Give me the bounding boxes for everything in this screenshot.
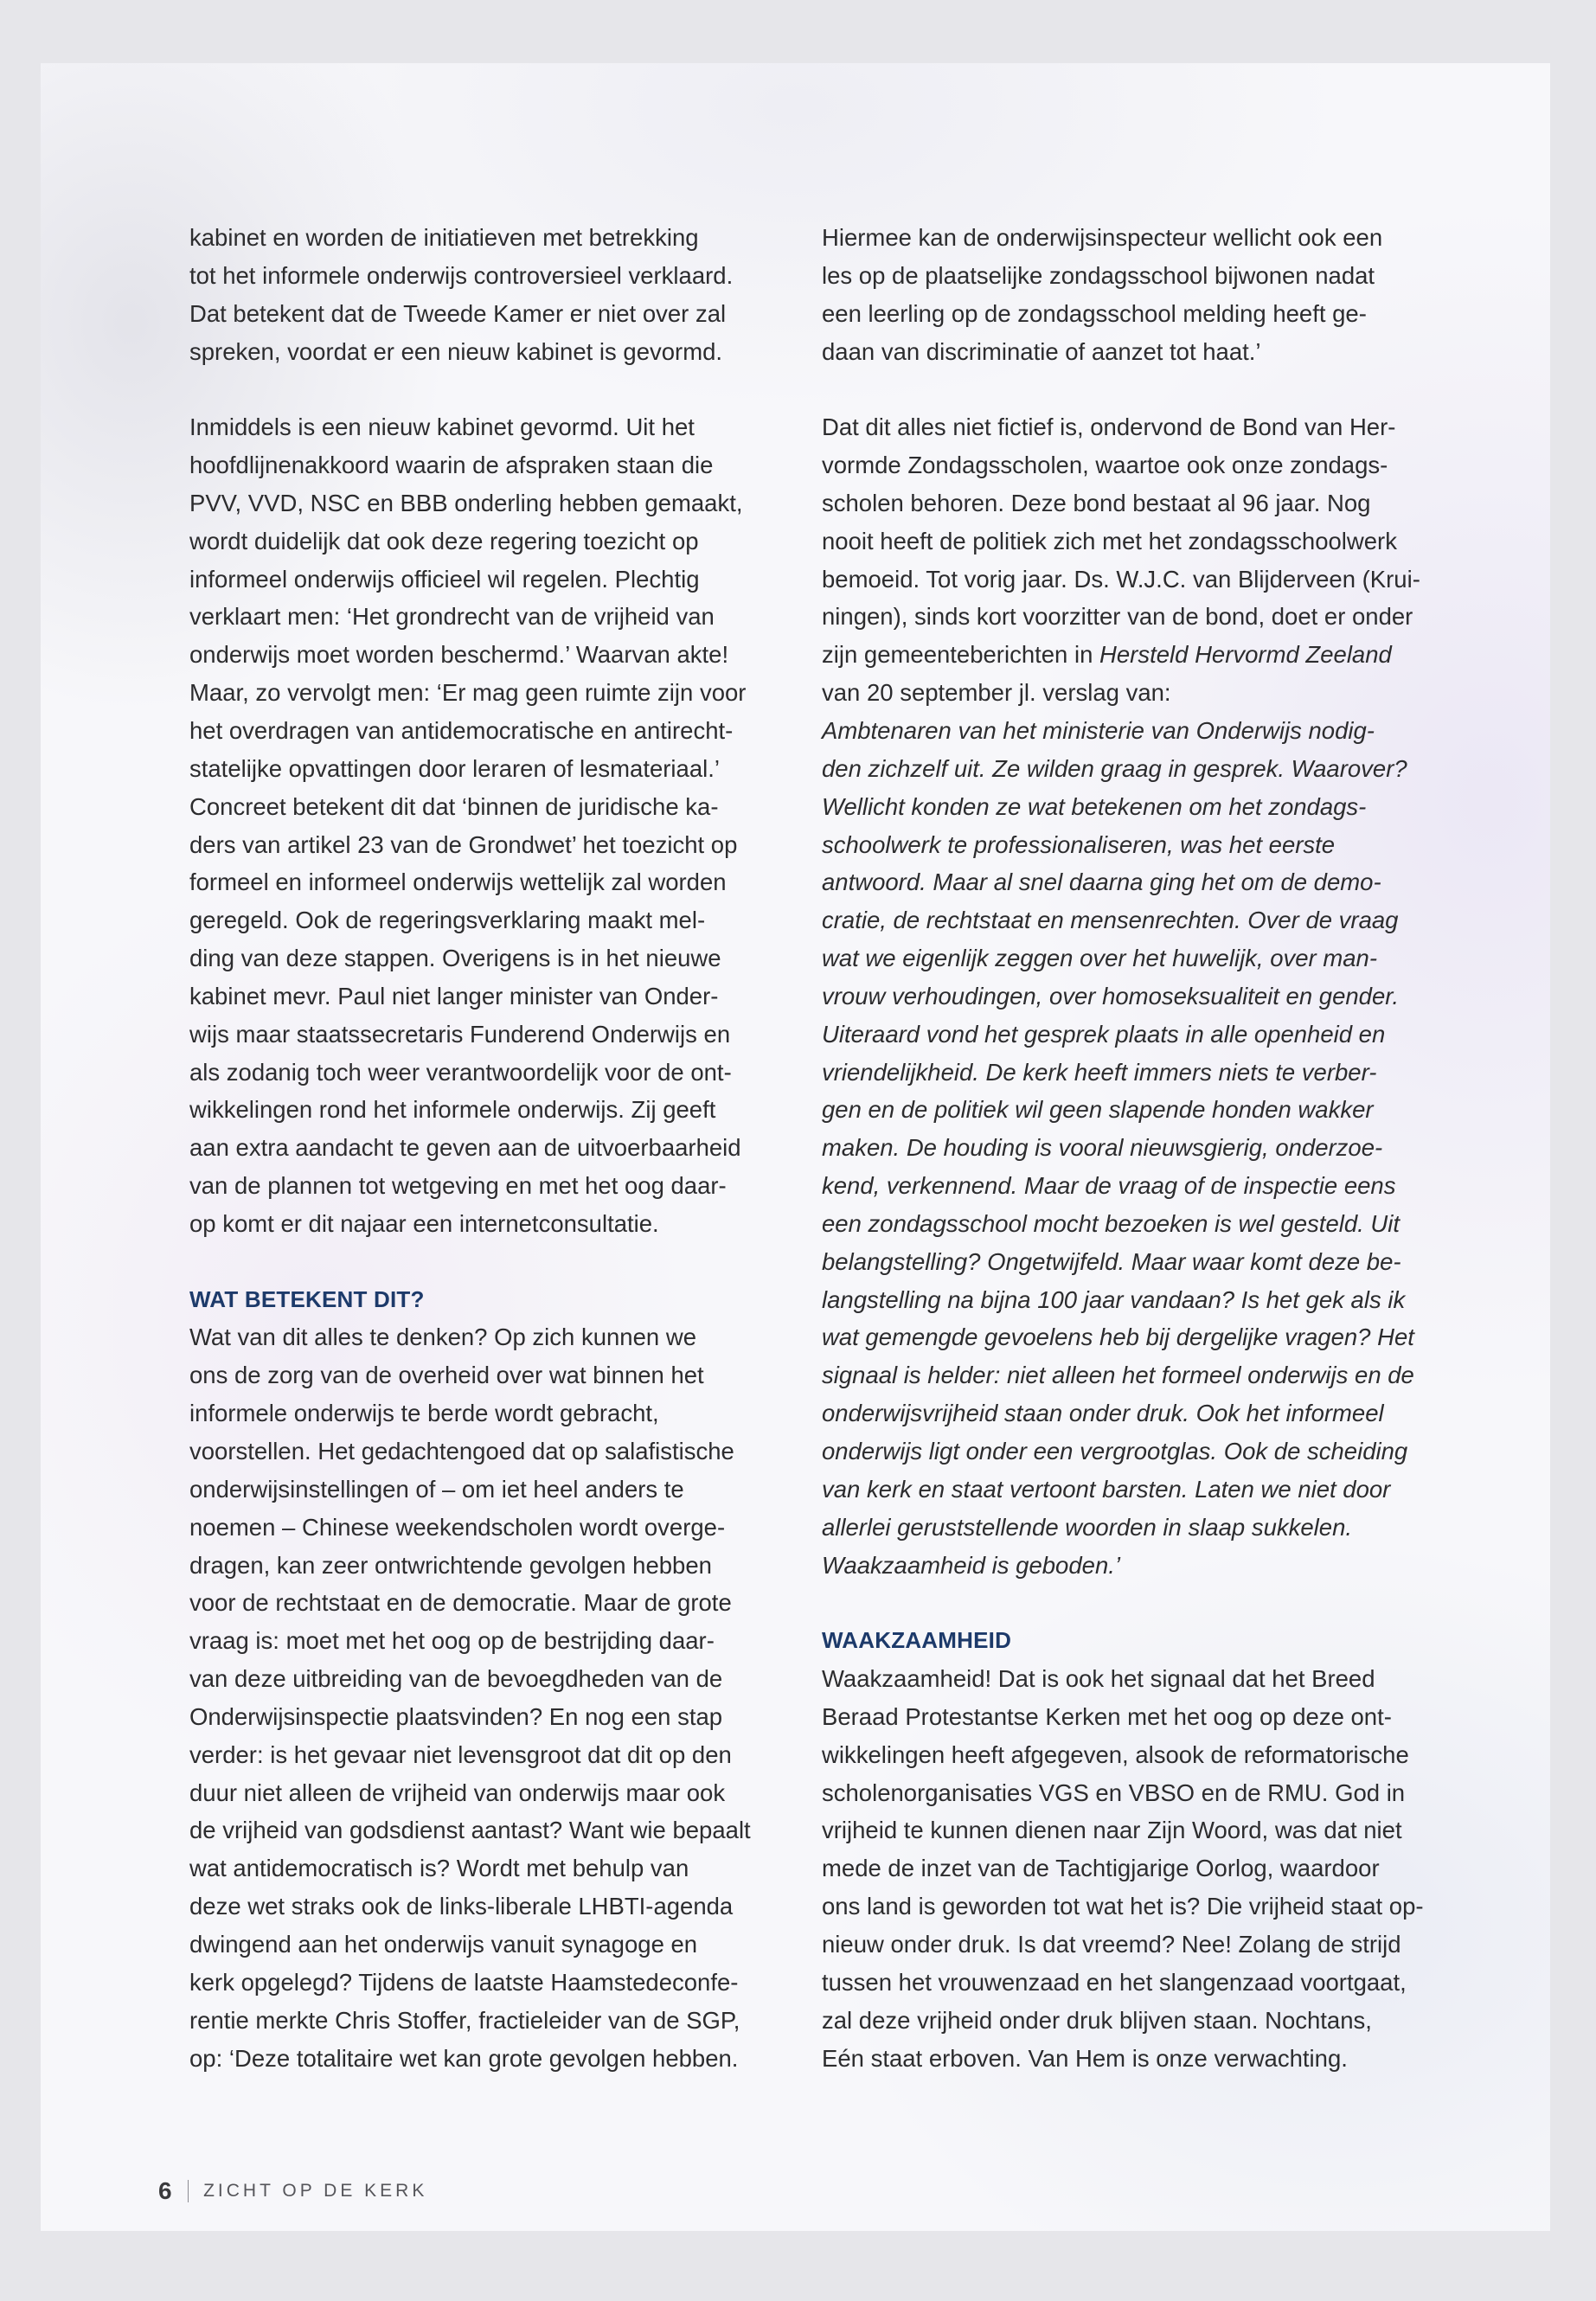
paragraph bbox=[822, 408, 1479, 712]
footer-separator bbox=[188, 2180, 189, 2202]
section-heading: WAT BETEKENT DIT? bbox=[189, 1285, 425, 1312]
left-column bbox=[189, 219, 795, 2077]
paragraph: Inmiddels is een nieuw kabinet gevormd. Uit het hoofdlijnenakkoord waarin de afspraken staan die PVV, VVD, NSC en BBB onderling hebben gemaakt, wordt duidelijk dat ook deze regering toezicht op informeel onderwijs officieel wil regelen. Plechtig verklaart men: ‘Het grondrecht van de vrijheid van onderwijs moet worden beschermd.’ Waarvan akte! Maar, zo vervolgt men: ‘Er mag geen ruimte zijn voor het overdragen van antidemocratische en antirecht- statelijke opvattingen door leraren of lesmateriaal.’ Concreet betekent dit dat ‘binnen de juridische ka- ders van artikel 23 van de Grondwet’ het toezicht op formeel en informeel onderwijs wettelijk zal worden geregeld. Ook de regeringsverklaring maakt mel- ding van deze stappen. Overigens is in het nieuwe kabinet mevr. Paul niet langer minister van Onder- wijs maar staatssecretaris Funderend Onderwijs en als zodanig toch weer verantwoordelijk voor de ont- wikkelingen rond het informele onderwijs. Zij geeft aan extra aandacht te geven aan de uitvoerbaarheid van de plannen tot wetgeving en met het oog daar- op komt er dit najaar een internetconsultatie. bbox=[189, 413, 747, 1237]
publication-title-italic: Hersteld Hervormd Zeeland bbox=[1099, 641, 1392, 669]
publication-name: ZICHT OP DE KERK bbox=[203, 2181, 428, 2201]
paragraph: Hiermee kan de onderwijsinspecteur wellicht ook een les op de plaatselijke zondagsschool bijwonen nadat een leerling op de zondagsschool melding heeft ge- daan van discriminatie of aanzet tot haat.’ bbox=[822, 224, 1383, 365]
paragraph: Wat van dit alles te denken? Op zich kunnen we ons de zorg van de overheid over wat binnen het informele onderwijs te berde wordt gebracht, voorstellen. Het gedachtengoed dat op salafistische onderwijsinstellingen of – om iet heel anders te noemen – Chinese weekendscholen wordt overge- dragen, kan zeer ontwrichtende gevolgen hebben voor de rechtstaat en de democratie. Maar de grote vraag is: moet met het oog op de bestrijding daar- van deze uitbreiding van de bevoegdheden van de Onderwijsinspectie plaatsvinden? En nog een stap verder: is het gevaar niet levensgroot dat dit op den duur niet alleen de vrijheid van onderwijs maar ook de vrijheid van godsdienst aantast? Want wie bepaalt wat antidemocratisch is? Wordt met behulp van deze wet straks ook de links-liberale LHBTI-agenda dwingend aan het onderwijs vanuit synagoge en kerk opgelegd? Tijdens de laatste Haamstedeconfe- rentie merkte Chris Stoffer, fractieleider van de SGP, op: ‘Deze totalitaire wet kan grote gevolgen hebben. bbox=[189, 1324, 751, 2072]
page-footer bbox=[158, 2174, 427, 2208]
paragraph: kabinet en worden de initiatieven met betrekking tot het informele onderwijs controversieel verklaard. Dat betekent dat de Tweede Kamer er niet over zal spreken, voordat er een nieuw kabinet is gevormd. bbox=[189, 224, 734, 365]
quote-block: Ambtenaren van het ministerie van Onderwijs nodig- den zichzelf uit. Ze wilden graag in gesprek. Waarover? Wellicht konden ze wat betekenen om het zondags- schoolwerk te professionaliseren, was het eerste antwoord. Maar al snel daarna ging het om de demo- cratie, de rechtstaat en mensenrechten. Over de vraag wat we eigenlijk zeggen over het huwelijk, over man- vrouw verhoudingen, over homoseksualiteit en gender. Uiteraard vond het gesprek plaats in alle openheid en vriendelijkheid. De kerk heeft immers niets te verber- gen en de politiek wil geen slapende honden wakker maken. De houding is vooral nieuwsgierig, onderzoe- kend, verkennend. Maar de vraag of de inspectie eens een zondagsschool mocht bezoeken is wel gesteld. Uit belangstelling? Ongetwijfeld. Maar waar komt deze be- langstelling na bijna 100 jaar vandaan? Is het gek als ik wat gemengde gevoelens heb bij dergelijke vragen? Het signaal is helder: niet alleen het formeel onderwijs en de onderwijsvrijheid staan onder druk. Ook het informeel onderwijs ligt onder een vergrootglas. Ook de scheiding van kerk en staat vertoont barsten. Laten we niet door allerlei geruststellende woorden in slaap sukkelen. Waakzaamheid is geboden.’ bbox=[822, 716, 1414, 1579]
magazine-page bbox=[41, 63, 1550, 2231]
right-column bbox=[822, 219, 1479, 2077]
paragraph: Waakzaamheid! Dat is ook het signaal dat het Breed Beraad Protestantse Kerken met het oog op deze ont- wikkelingen heeft afgegeven, alsook de reformatorische scholenorganisaties VGS en VBSO en de RMU. God in vrijheid te kunnen dienen naar Zijn Woord, was dat niet mede de inzet van de Tachtigjarige Oorlog, waardoor ons land is geworden tot wat het is? Die vrijheid staat op- nieuw onder druk. Is dat vreemd? Nee! Zolang de strijd tussen het vrouwenzaad en het slangenzaad voortgaat, zal deze vrijheid onder druk blijven staan. Nochtans, Eén staat erboven. Van Hem is onze verwachting. bbox=[822, 1665, 1424, 2072]
section-heading: WAAKZAAMHEID bbox=[822, 1627, 1012, 1654]
page-number: 6 bbox=[158, 2177, 172, 2204]
paragraph-text: Dat dit alles niet fictief is, ondervond de Bond van Her- vormde Zondagsscholen, waartoe ook onze zondags- scholen behoren. Deze bond bestaat al 96 jaar. Nog nooit heeft de politiek zich met het zondagsschoolwerk bemoeid. Tot vorig jaar. Ds. W.J.C. van Blijderveen (Krui- ningen), sinds kort voorzitter van de bond, doet er onder zijn gemeenteberichten in bbox=[822, 413, 1420, 669]
paragraph-text: van 20 september jl. verslag van: bbox=[822, 679, 1171, 707]
